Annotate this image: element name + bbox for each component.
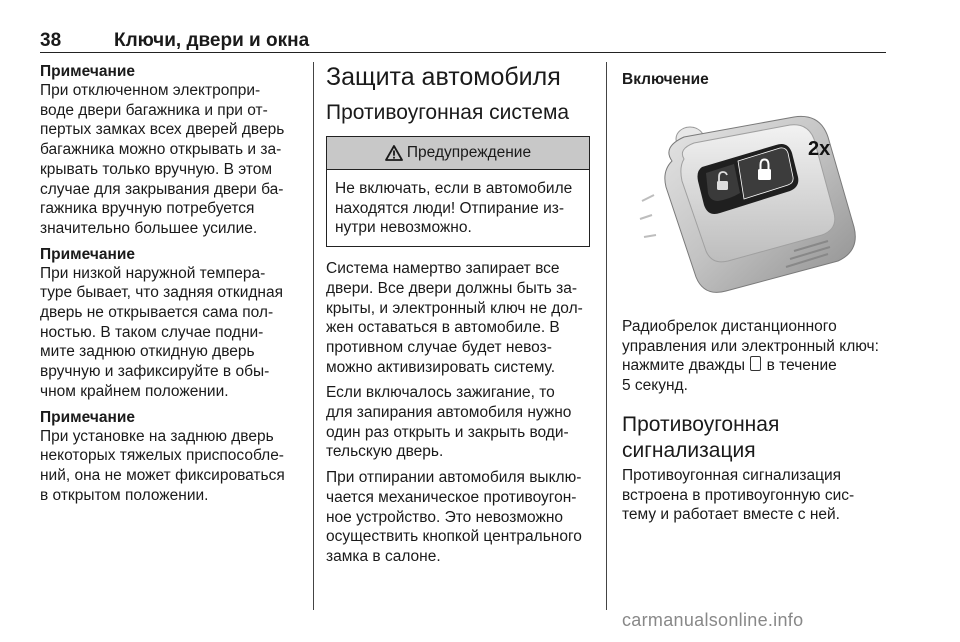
text-line: 5 секунд. (622, 377, 688, 395)
text-line: Система намертво запирает все (326, 260, 560, 278)
note-block (40, 408, 302, 506)
text-line: Противоугонная сигнализация (622, 466, 842, 484)
text-line: багажника можно открывать и за- (40, 141, 282, 159)
text-line: воде двери багажника и при от- (40, 101, 268, 119)
paragraph (326, 383, 592, 462)
text-line: двери. Все двери должны быть за- (326, 279, 578, 297)
text-line: гажника вручную потребуется (40, 200, 255, 218)
right-column (622, 62, 894, 525)
note-title: Примечание (40, 63, 135, 80)
text-line: в открытом положении. (40, 486, 209, 504)
warning-triangle-icon (385, 145, 403, 161)
subsection-heading: Противоугонная система (326, 101, 570, 124)
text-line: можно активизировать систему. (326, 358, 556, 376)
text-line: замка в салоне. (326, 547, 441, 565)
text-line: Не включать, если в автомобиле (335, 180, 573, 197)
subsection-heading: Включение (622, 71, 709, 88)
warning-body (327, 170, 589, 246)
text-line: ное устройство. Это невозможно (326, 508, 564, 526)
text-line: противном случае будет невоз- (326, 338, 552, 356)
text-line: пертых замках всех дверей дверь (40, 121, 285, 139)
text-line: крыты, и электронный ключ не дол- (326, 299, 583, 317)
watermark: carmanualsonline.info (622, 610, 804, 630)
left-column (40, 62, 302, 505)
text-line: При отключенном электропри- (40, 82, 261, 99)
note-title: Примечание (40, 245, 135, 263)
page-header (40, 28, 886, 53)
paragraph (622, 317, 894, 396)
column-divider (606, 62, 607, 610)
text-line: управления или электронный ключ: (622, 337, 879, 355)
paragraph (622, 466, 894, 525)
warning-title: Предупреждение (406, 144, 532, 161)
text-line: один раз открыть и закрыть води- (326, 423, 569, 441)
text-line: осуществить кнопкой центрального (326, 528, 582, 546)
warning-box (326, 136, 590, 247)
page-number: 38 (40, 30, 62, 51)
text-line: туре бывает, что задняя откидная (40, 284, 283, 302)
text-line (622, 356, 894, 376)
note-block (40, 245, 302, 402)
text-line: некоторых тяжелых приспособле- (40, 447, 284, 465)
subsection-heading: Противоугонная (622, 412, 780, 436)
text-line: чается механическое противоугон- (326, 488, 577, 506)
section-heading-block (622, 412, 894, 464)
text-line: чном крайнем положении. (40, 382, 229, 400)
key-fob-illustration (622, 101, 888, 299)
text-line: встроена в противоугонную сис- (622, 486, 855, 504)
text-line: крывать только вручную. В этом (40, 160, 273, 178)
text-line: мите заднюю откидную дверь (40, 343, 255, 361)
text-line: тельскую дверь. (326, 443, 444, 461)
text-line: дверь не открывается сама пол- (40, 304, 274, 322)
text-line: тему и работает вместе с ней. (622, 506, 840, 524)
text-fragment: в течение (766, 357, 837, 375)
text-line: жен оставаться в автомобиле. В (326, 319, 560, 337)
middle-column (326, 62, 592, 567)
text-line: При отпирании автомобиля выклю- (326, 469, 582, 487)
chapter-title: Ключи, двери и окна (114, 30, 310, 51)
text-line: ностью. В таком случае подни- (40, 323, 264, 341)
text-line: нутри невозможно. (335, 219, 472, 237)
key-fob-figure (622, 101, 888, 299)
text-fragment: нажмите дважды (622, 357, 745, 375)
press-count-label: 2x (808, 138, 831, 160)
text-line: для запирания автомобиля нужно (326, 404, 572, 422)
text-line: вручную и зафиксируйте в обы- (40, 363, 270, 381)
text-line: случае для закрывания двери ба- (40, 180, 284, 198)
note-title: Примечание (40, 408, 135, 426)
text-line: Если включалось зажигание, то (326, 384, 555, 402)
text-line: значительно большее усилие. (40, 219, 258, 237)
warning-header (327, 137, 589, 170)
text-line: Радиобрелок дистанционного (622, 318, 837, 335)
text-line: ний, она не может фиксироваться (40, 466, 285, 484)
lock-key-icon (750, 356, 761, 371)
note-block (40, 62, 302, 239)
column-divider (313, 62, 314, 610)
text-line: находятся люди! Отпирание из- (335, 199, 565, 217)
section-heading: Защита автомобиля (326, 63, 561, 91)
paragraph (326, 259, 592, 377)
paragraph (326, 468, 592, 567)
subsection-heading: сигнализация (622, 438, 756, 462)
text-line: При низкой наружной темпера- (40, 264, 266, 282)
text-line: При установке на заднюю дверь (40, 427, 274, 445)
